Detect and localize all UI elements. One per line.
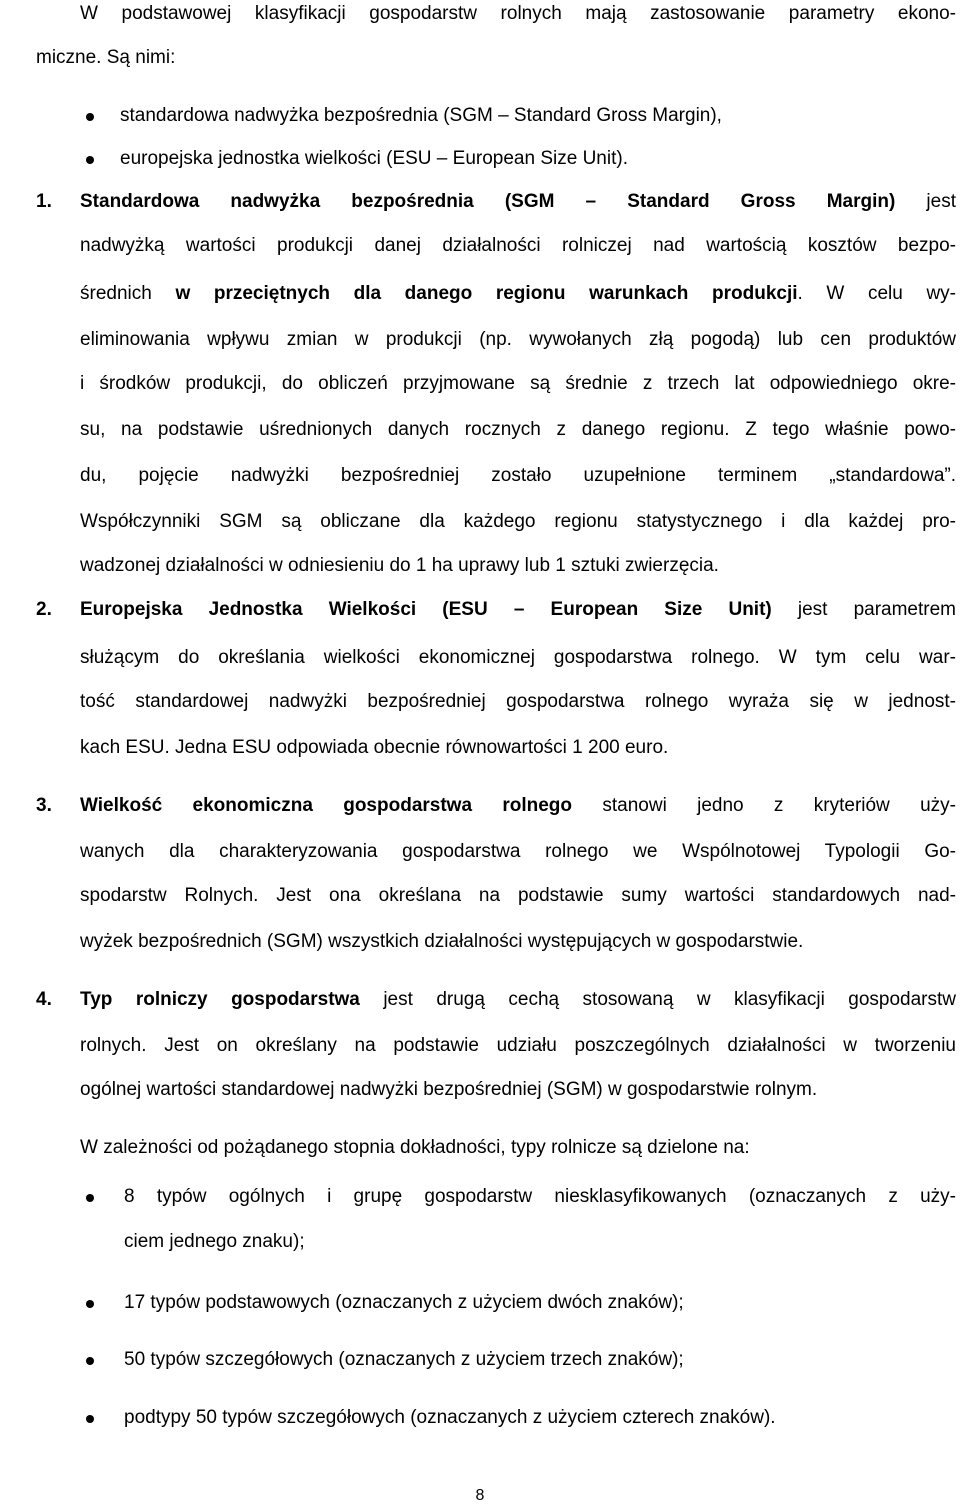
item-term: Europejska Jednostka Wielkości (ESU – European Size Unit) (80, 599, 772, 620)
item-number: 2. (36, 599, 52, 620)
item-2-line: służącym do określania wielkości ekonomicznej gospodarstwa rolnego. W tym celu war- (80, 647, 956, 668)
intro-bullet-2: europejska jednostka wielkości (ESU – European Size Unit). (120, 148, 628, 169)
intro-line-1: W podstawowej klasyfikacji gospodarstw rolnych mają zastosowanie parametry ekono- (80, 3, 956, 24)
item-3-line: wyżek bezpośrednich (SGM) wszystkich działalności występujących w gospodarstwie. (80, 931, 804, 952)
types-intro: W zależności od pożądanego stopnia dokładności, typy rolnicze są dzielone na: (80, 1137, 750, 1158)
emphasis: w przeciętnych dla danego regionu warunkach produkcji (175, 283, 798, 304)
item-2-line: kach ESU. Jedna ESU odpowiada obecnie równowartości 1 200 euro. (80, 737, 669, 758)
item-term: Wielkość ekonomiczna gospodarstwa rolnego (80, 795, 573, 816)
bullet-icon (86, 1194, 94, 1202)
types-bullet-3: 50 typów szczegółowych (oznaczanych z użyciem trzech znaków); (124, 1349, 684, 1370)
item-1-line: eliminowania wpływu zmian w produkcji (np. wywołanych złą pogodą) lub cen produktów (80, 329, 956, 350)
item-2-line: tość standardowej nadwyżki bezpośredniej gospodarstwa rolnego wyraża się w jednost- (80, 691, 956, 712)
item-1-line: nadwyżką wartości produkcji danej działalności rolniczej nad wartością kosztów bezpo- (80, 235, 956, 256)
intro-bullet-1: standardowa nadwyżka bezpośrednia (SGM – Standard Gross Margin), (120, 105, 722, 126)
page-number: 8 (475, 1487, 485, 1504)
intro-line-2: miczne. Są nimi: (36, 47, 176, 68)
item-term: Typ rolniczy gospodarstwa (80, 989, 360, 1010)
item-1-line-1: Standardowa nadwyżka bezpośrednia (SGM – Standard Gross Margin) jest (80, 191, 956, 212)
types-bullet-2: 17 typów podstawowych (oznaczanych z użyciem dwóch znaków); (124, 1292, 684, 1313)
item-1-line: du, pojęcie nadwyżki bezpośredniej zostało uzupełnione terminem „standardowa”. (80, 465, 956, 486)
bullet-icon (86, 1357, 94, 1365)
item-1-line: Współczynniki SGM są obliczane dla każdego regionu statystycznego i dla każdej pro- (80, 511, 956, 532)
types-bullet-1-line-2: ciem jednego znaku); (124, 1231, 305, 1252)
item-number: 1. (36, 191, 52, 212)
item-number: 4. (36, 989, 52, 1010)
item-4-line-1: Typ rolniczy gospodarstwa jest drugą cechą stosowaną w klasyfikacji gospodarstw (80, 989, 956, 1010)
item-1-line: wadzonej działalności w odniesieniu do 1 ha uprawy lub 1 sztuki zwierzęcia. (80, 555, 719, 576)
item-term: Standardowa nadwyżka bezpośrednia (SGM – Standard Gross Margin) (80, 191, 896, 212)
bullet-icon (86, 113, 94, 121)
types-bullet-1-line-1: 8 typów ogólnych i grupę gospodarstw niesklasyfikowanych (oznaczanych z uży- (124, 1186, 956, 1207)
item-1-line: średnich w przeciętnych dla danego regionu warunkach produkcji. W celu wy- (80, 283, 957, 304)
item-3-line-1: Wielkość ekonomiczna gospodarstwa rolnego stanowi jedno z kryteriów uży- (80, 795, 957, 816)
item-1-line: i środków produkcji, do obliczeń przyjmowane są średnie z trzech lat odpowiedniego okre- (80, 373, 956, 394)
item-4-line: rolnych. Jest on określany na podstawie udziału poszczególnych działalności w tworzeniu (80, 1035, 956, 1056)
item-3-line: wanych dla charakteryzowania gospodarstwa rolnego we Wspólnotowej Typologii Go- (80, 841, 956, 862)
bullet-icon (86, 156, 94, 164)
bullet-icon (86, 1300, 94, 1308)
item-2-line-1: Europejska Jednostka Wielkości (ESU – European Size Unit) jest parametrem (80, 599, 957, 620)
types-bullet-4: podtypy 50 typów szczegółowych (oznaczanych z użyciem czterech znaków). (124, 1407, 776, 1428)
item-3-line: spodarstw Rolnych. Jest ona określana na podstawie sumy wartości standardowych nad- (80, 885, 956, 906)
bullet-icon (86, 1415, 94, 1423)
item-1-line: su, na podstawie uśrednionych danych rocznych z danego regionu. Z tego właśnie powo- (80, 419, 956, 440)
item-number: 3. (36, 795, 52, 816)
item-4-line: ogólnej wartości standardowej nadwyżki bezpośredniej (SGM) w gospodarstwie rolnym. (80, 1079, 818, 1100)
